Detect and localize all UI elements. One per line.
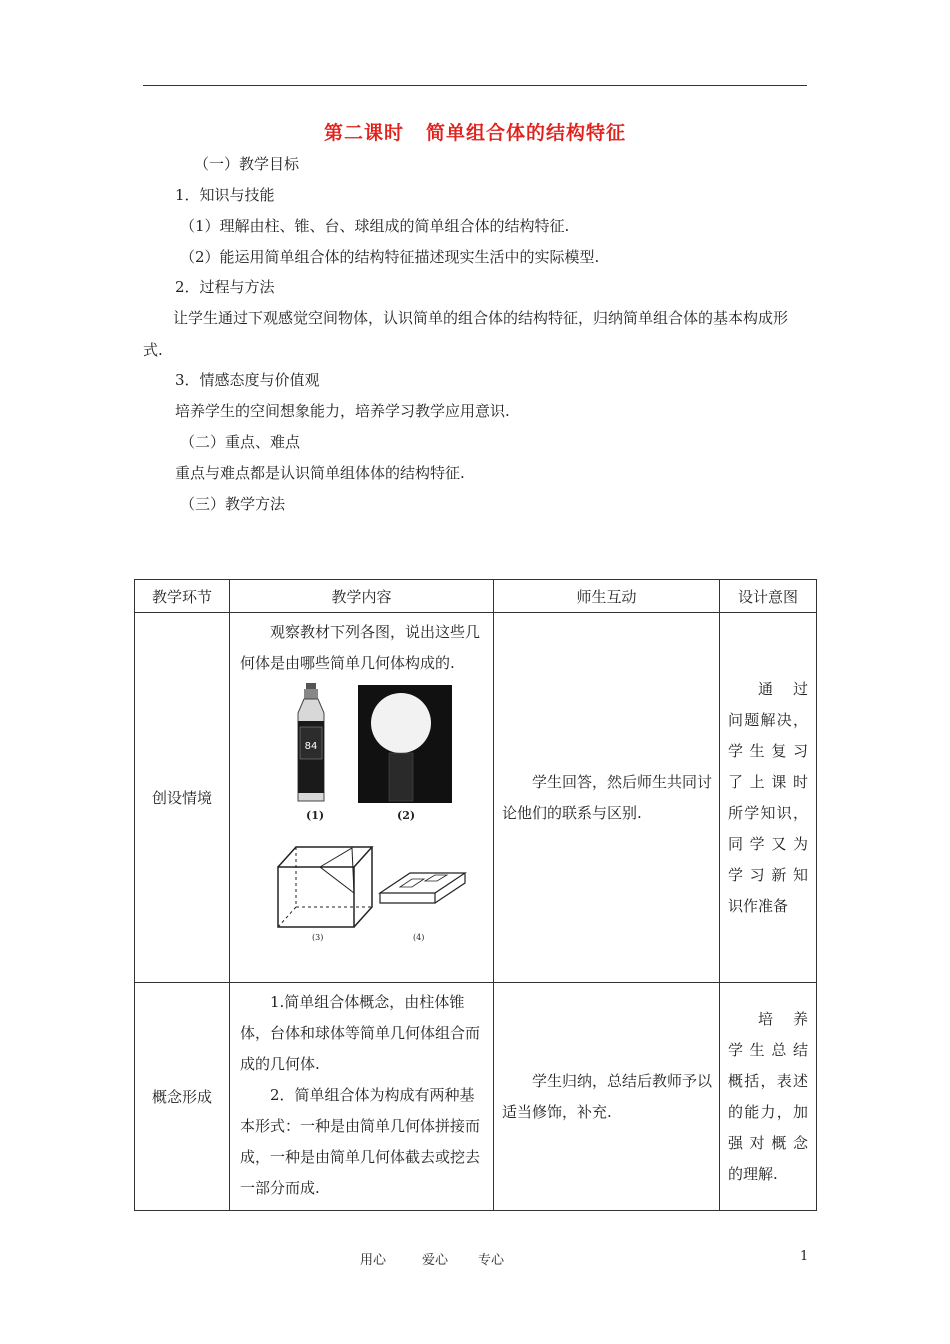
row2-intent-line: 的理解.: [728, 1164, 778, 1183]
row2-intent-line: 学 生 总 结: [728, 1040, 808, 1059]
header-interaction: 师生互动: [494, 580, 720, 613]
row1-intent-cell: [720, 613, 817, 983]
item-knowledge: 1．知识与技能: [175, 186, 275, 204]
slab-figure: [380, 873, 465, 903]
figure-label-3: (3): [312, 933, 324, 942]
key-heading: （二）重点、难点: [180, 433, 301, 451]
row1-intent-line: 学 生 复 习: [728, 741, 808, 760]
row2-intent-cell: [720, 983, 817, 1211]
item-attitude: 3．情感态度与价值观: [175, 371, 320, 389]
row1-intent-line: 通 过: [758, 679, 808, 698]
item-process: 2．过程与方法: [175, 278, 275, 296]
figure-label-4: (4): [413, 933, 425, 942]
table-header-row: [135, 580, 817, 613]
header-content: 教学内容: [230, 580, 494, 613]
row1-content-cell: [230, 613, 494, 983]
row1-intent-line: 同 学 又 为: [728, 834, 808, 853]
row2-content-p2: 2．简单组合体为构成有两种基本形式：一种是由简单几何体拼接而成，一种是由简单几何体截去或挖去一部分而成.: [240, 1086, 481, 1197]
item-knowledge-1: （1）理解由柱、锥、台、球组成的简单组合体的结构特征.: [180, 217, 570, 235]
row2-content-p1: 1.简单组合体概念，由柱体锥体，台体和球体等简单几何体组合而成的几何体.: [240, 993, 481, 1073]
row1-stage: 创设情境: [135, 613, 230, 983]
header-intent: 设计意图: [720, 580, 817, 613]
goals-heading: （一）教学目标: [194, 155, 300, 173]
row2-interaction: 学生归纳，总结后教师予以适当修饰，补充.: [502, 1071, 713, 1121]
lesson-table: [134, 579, 817, 1211]
table-row: [135, 983, 817, 1211]
key-text: 重点与难点都是认识简单组体体的结构特征.: [175, 464, 465, 482]
item-process-text: 让学生通过下观感觉空间物体，认识简单的组合体的结构特征，归纳简单组合体的基本构成形式.: [143, 309, 789, 359]
row1-intent-line: 识作准备: [728, 896, 789, 915]
row1-interaction-cell: [494, 613, 720, 983]
row2-intent-line: 培 养: [758, 1009, 808, 1028]
geometry-figures: [260, 683, 475, 945]
row1-intent-line: 学 习 新 知: [728, 865, 808, 884]
row1-intent-line: 了 上 课 时: [728, 772, 808, 791]
row1-intent-line: 问题解决，: [728, 710, 808, 729]
sphere-cylinder-figure: [358, 685, 452, 803]
title-lesson: 第二课时: [323, 122, 404, 144]
row1-intent-line: 所学知识，: [728, 803, 808, 822]
title-topic: 简单组合体的结构特征: [426, 122, 627, 144]
figures-drawing: [260, 683, 475, 945]
cube-figure: [278, 847, 372, 927]
method-heading: （三）教学方法: [180, 495, 286, 513]
footer-slogan-2: 爱心: [422, 1253, 449, 1268]
bottle-label: 84: [304, 741, 318, 752]
header-rule: [143, 85, 807, 86]
header-stage: 教学环节: [135, 580, 230, 613]
row2-intent-line: 概括，表述: [728, 1071, 808, 1090]
item-attitude-text: 培养学生的空间想象能力，培养学习教学应用意识.: [175, 402, 510, 420]
footer-slogan-1: 用心: [360, 1253, 387, 1268]
footer-slogan-3: 专心: [478, 1253, 505, 1268]
row1-interaction: 学生回答，然后师生共同讨论他们的联系与区别.: [502, 772, 713, 822]
row2-intent-line: 强 对 概 念: [728, 1133, 808, 1152]
item-knowledge-2: （2）能运用简单组合体的结构特征描述现实生活中的实际模型.: [180, 248, 600, 266]
table-row: [135, 613, 817, 983]
figure-label-2: (2): [397, 809, 416, 822]
figure-label-1: (1): [306, 809, 325, 822]
row2-intent-line: 的能力，加: [728, 1102, 808, 1121]
row1-content: 观察教材下列各图，说出这些几何体是由哪些简单几何体构成的.: [240, 623, 481, 672]
row2-stage: 概念形成: [135, 983, 230, 1211]
row2-content-cell: [230, 983, 494, 1211]
row2-interaction-cell: [494, 983, 720, 1211]
page-title: [0, 118, 950, 145]
page-number: 1: [800, 1249, 809, 1264]
bottle-figure: [298, 683, 324, 801]
